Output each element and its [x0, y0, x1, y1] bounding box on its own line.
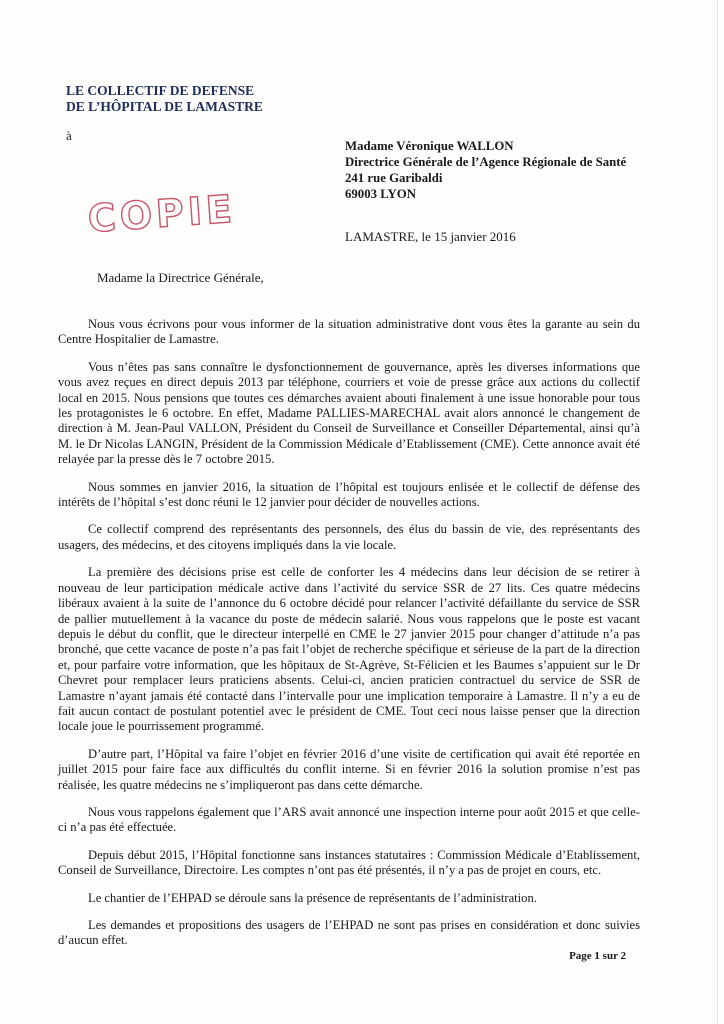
- copie-stamp: COPIE: [86, 186, 238, 241]
- sender-line-1: LE COLLECTIF DE DEFENSE: [66, 83, 255, 98]
- paragraph: Nous vous écrivons pour vous informer de la situation administrative dont vous êtes la garante au sein du Centre Hospitalier de Lamastre.: [58, 317, 640, 347]
- paragraph: Vous n’êtes pas sans connaître le dysfonctionnement de gouvernance, après les diverses informations que vous avez reçues en direct depuis 2013 par téléphone, courriers et voie de presse grâce aux actions du collectif local en 2015. Nous pensions que toutes ces démarches avaient abouti finalement à une issue honorable pour tous les protagonistes le 6 octobre. En effet, Madame PALLIES-MARECHAL avait alors annoncé le changement de direction à M. Jean-Paul VALLON, Président du Conseil de Surveillance et Conseiller Départemental, ainsi qu’à M. le Dr Nicolas LANGIN, Président de la Commission Médicale d’Etablissement (CME). Cette annonce avait été relayée par la presse dès le 7 octobre 2015.: [58, 359, 640, 467]
- paragraph: Nous vous rappelons également que l’ARS avait annoncé une inspection interne pour août 2015 et que celle-ci n’a pas été effectuée.: [58, 804, 640, 835]
- letter-body: [58, 317, 640, 961]
- paragraph: Nous sommes en janvier 2016, la situation de l’hôpital est toujours enlisée et le collectif de défense des intérêts de l’hôpital s’est donc réuni le 12 janvier pour décider de nouvelles actions.: [58, 479, 640, 510]
- recipient-name: Madame Véronique WALLON: [345, 139, 514, 153]
- to-word: à: [66, 128, 72, 143]
- paragraph: D’autre part, l’Hôpital va faire l’objet en février 2016 d’une visite de certification qui avait été reportée en juillet 2015 pour faire face aux difficultés du conflit interne. Si en février 2016 la solution promise n’est pas réalisée, les quatre médecins ne s’impliqueront pas dans cette démarche.: [58, 746, 640, 792]
- paragraph: Ce collectif comprend des représentants des personnels, des élus du bassin de vie, des représentants des usagers, des médecins, et des citoyens impliqués dans la vie locale.: [58, 522, 640, 552]
- salutation: Madame la Directrice Générale,: [97, 270, 264, 285]
- paragraph: La première des décisions prise est celle de conforter les 4 médecins dans leur décision de se retirer à nouveau de leur participation médicale active dans l’activité du service SSR de 27 lits. Ces quatre médecins libéraux avaient à la suite de l’annonce du 6 octobre décidé pour relancer l’activité défaillante du service de SSR de pallier mutuellement à la vacance du poste de médecin salarié. Nous vous rappelons que le poste est vacant depuis le début du conflit, que le directeur interpellé en CME le 27 janvier 2015 pour changer d’attitude n’a pas bronché, que cette vacance de poste n’a pas fait l’objet de recherche spécifique et sérieuse de la part de la direction et, pour parfaire votre information, que les hôpitaux de St-Agrève, St-Félicien et les Baumes s’appuient sur le Dr Chevret pour remplacer leurs praticiens absents. Celui-ci, ancien praticien contractuel du service de SSR de Lamastre n’ayant jamais été contacté dans l’intervalle pour une implication temporaire à Lamastre. Il n’y a eu de fait aucun contact de postulant potentiel avec le président de CME. Tout ceci nous laisse penser que la direction locale joue le pourrissement programmé.: [58, 565, 640, 734]
- paragraph: Les demandes et propositions des usagers de l’EHPAD ne sont pas prises en considération et donc suivies d’aucun effet.: [58, 918, 640, 948]
- recipient-street: 241 rue Garibaldi: [345, 171, 443, 185]
- place-date: LAMASTRE, le 15 janvier 2016: [345, 229, 516, 244]
- paragraph: Le chantier de l’EHPAD se déroule sans la présence de représentants de l’administration.: [88, 890, 537, 905]
- paragraph: Depuis début 2015, l’Hôpital fonctionne sans instances statutaires : Commission Médicale d’Etablissement, Conseil de Surveillance, Directoire. Les comptes n’ont pas été présentés, il n’y a pas de projet en cours, etc.: [58, 847, 640, 878]
- recipient-block: [345, 138, 626, 202]
- recipient-title: Directrice Générale de l’Agence Régionale de Santé: [345, 155, 627, 169]
- page-number: Page 1 sur 2: [569, 950, 626, 962]
- sender-block: [66, 83, 263, 115]
- page-edge-divider: [717, 0, 718, 1024]
- recipient-city: 69003 LYON: [345, 187, 416, 201]
- sender-line-2: DE L’HÔPITAL DE LAMASTRE: [66, 99, 263, 114]
